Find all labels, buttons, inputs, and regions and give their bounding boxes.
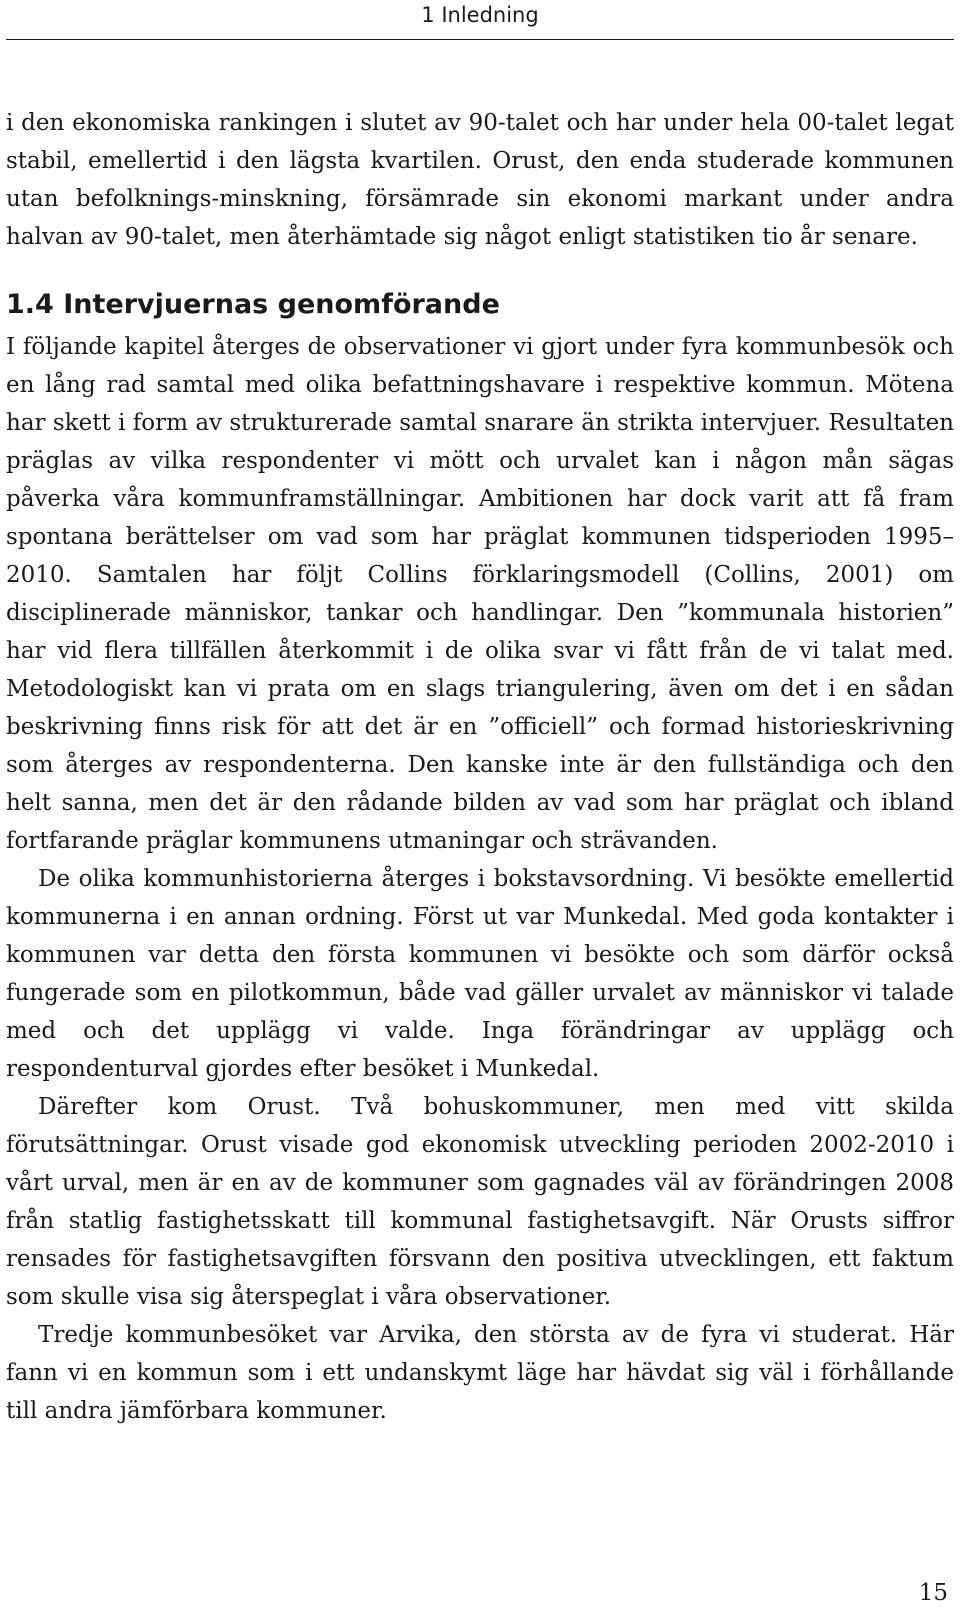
running-head: 1 Inledning (421, 3, 539, 27)
paragraph-4: Tredje kommunbesöket var Arvika, den största av de fyra vi studerat. Här fann vi en kommun som i ett undanskymt läge har hävdat sig väl i förhållande till andra jämförbara kommuner. (6, 1322, 954, 1424)
paragraph-1: I följande kapitel återges de observationer vi gjort under fyra kommunbesök och en lång rad samtal med olika befattningshavare i respektive kommun. Mötena har skett i form av strukturerade samtal snarare än strikta intervjuer. Resultaten präglas av vilka respondenter vi mött och urvalet kan i någon mån sägas påverka våra kommunframställningar. Ambitionen har dock varit att få fram spontana berättelser om vad som har präglat kommunen tidsperioden 1995–2010. Samtalen har följt Collins förklaringsmodell (Collins, 2001) om disciplinerade människor, tankar och handlingar. Den ”kommunala historien” har vid flera tillfällen återkommit i de olika svar vi fått från de vi talat med. Metodologiskt kan vi prata om en slags triangulering, även om det i en sådan beskrivning finns risk för att det är en ”officiell” och formad historieskrivning som återges av respondenterna. Den kanske inte är den fullständiga och den helt sanna, men det är den rådande bilden av vad som har präglat och ibland fortfarande präglar kommunens utmaningar och strävanden. (6, 334, 954, 854)
paragraph-2: De olika kommunhistorierna återges i bokstavsordning. Vi besökte emellertid kommunerna i en annan ordning. Först ut var Munkedal. Med goda kontakter i kommunen var detta den första kommunen vi besökte och som därför också fungerade som en pilotkommun, både vad gäller urvalet av människor vi talade med och det upplägg vi valde. Inga förändringar av upplägg och respondenturval gjordes efter besöket i Munkedal. (6, 866, 954, 1082)
page-body (6, 104, 954, 1430)
paragraph-3: Därefter kom Orust. Två bohuskommuner, men med vitt skilda förutsättningar. Orust visade god ekonomisk utveckling perioden 2002-2010 i vårt urval, men är en av de kommuner som gagnades väl av förändringen 2008 från statlig fastighetsskatt till kommunal fastighetsavgift. När Orusts siffror rensades för fastighetsavgiften försvann den positiva utvecklingen, ett faktum som skulle visa sig återspeglat i våra observationer. (6, 1094, 954, 1310)
section-heading: 1.4 Intervjuernas genomförande (6, 289, 500, 320)
continuation-paragraph: i den ekonomiska rankingen i slutet av 90-talet och har under hela 00-talet legat stabil, emellertid i den lägsta kvartilen. Orust, den enda studerade kommunen utan befolknings-minskning, försämrade sin ekonomi markant under andra halvan av 90-talet, men återhämtade sig något enligt statistiken tio år senare. (6, 110, 954, 250)
header-rule (6, 39, 954, 40)
page-number: 15 (918, 1580, 948, 1606)
